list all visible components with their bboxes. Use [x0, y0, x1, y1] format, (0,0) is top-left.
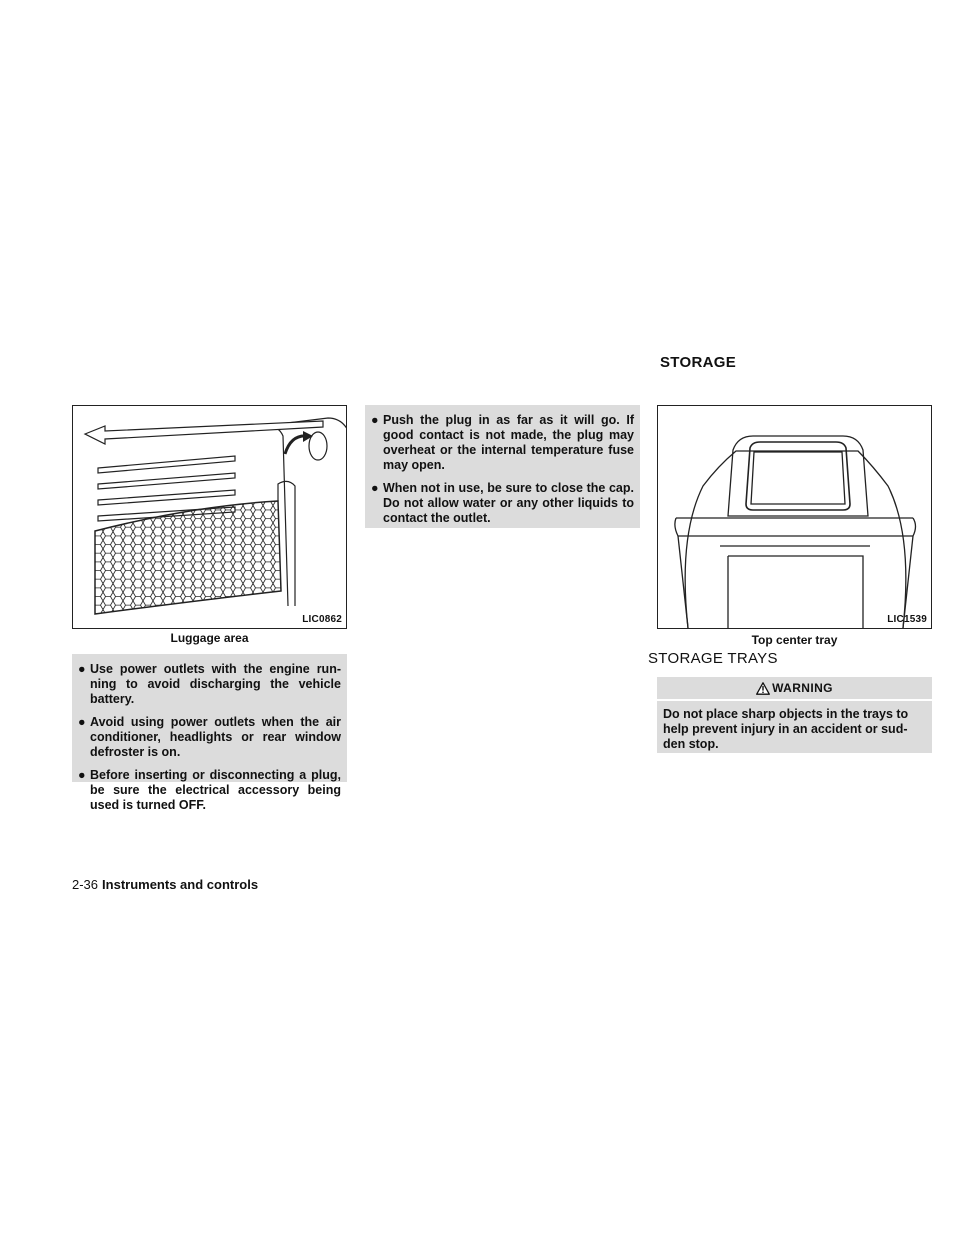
chapter-title: Instruments and controls [102, 877, 259, 892]
luggage-area-illustration [73, 406, 346, 628]
top-center-tray-illustration [658, 406, 931, 628]
list-item: ● Use power outlets with the engine run-ning to avoid discharging the vehicle battery. [78, 662, 341, 706]
warning-label: WARNING [772, 681, 833, 695]
bullet-icon: ● [78, 768, 86, 782]
bullet-icon: ● [78, 662, 86, 676]
figure-top-center-tray [657, 405, 932, 629]
list-item: ● Push the plug in as far as it will go. If good contact is not made, the plug may overheat or the internal temperature fuse may open. [371, 413, 634, 472]
warning-box [657, 677, 932, 753]
warning-header [657, 677, 932, 701]
figure-caption: Top center tray [751, 633, 838, 647]
bullet-icon: ● [371, 413, 379, 427]
warning-text: Do not place sharp objects in the trays to help prevent injury in an accident or sud-den stop. [663, 707, 909, 751]
bullet-list [78, 662, 341, 813]
bullet-icon: ● [78, 715, 86, 729]
section-title: STORAGE [660, 354, 737, 371]
list-item: ● Avoid using power outlets when the air conditioner, headlights or rear window defroster is on. [78, 715, 341, 759]
bullet-list [371, 413, 634, 526]
list-item: ● Before inserting or disconnecting a plug, be sure the electrical accessory being used is turned OFF. [78, 768, 341, 812]
page-number: 2-36 [72, 877, 99, 892]
figure-caption: Luggage area [170, 631, 249, 645]
storage-trays-heading: STORAGE TRAYS [648, 650, 778, 667]
power-outlet-cautions-middle [365, 405, 640, 528]
bullet-icon: ● [371, 481, 379, 495]
figure-code: LIC0862 [302, 614, 342, 625]
list-item: ● When not in use, be sure to close the cap. Do not allow water or any other liquids to contact the outlet. [371, 481, 634, 525]
figure-code: LIC1539 [887, 614, 927, 625]
warning-triangle-icon [756, 682, 770, 695]
figure-luggage-area [72, 405, 347, 629]
page-footer [72, 877, 258, 892]
power-outlet-cautions-left [72, 654, 347, 812]
